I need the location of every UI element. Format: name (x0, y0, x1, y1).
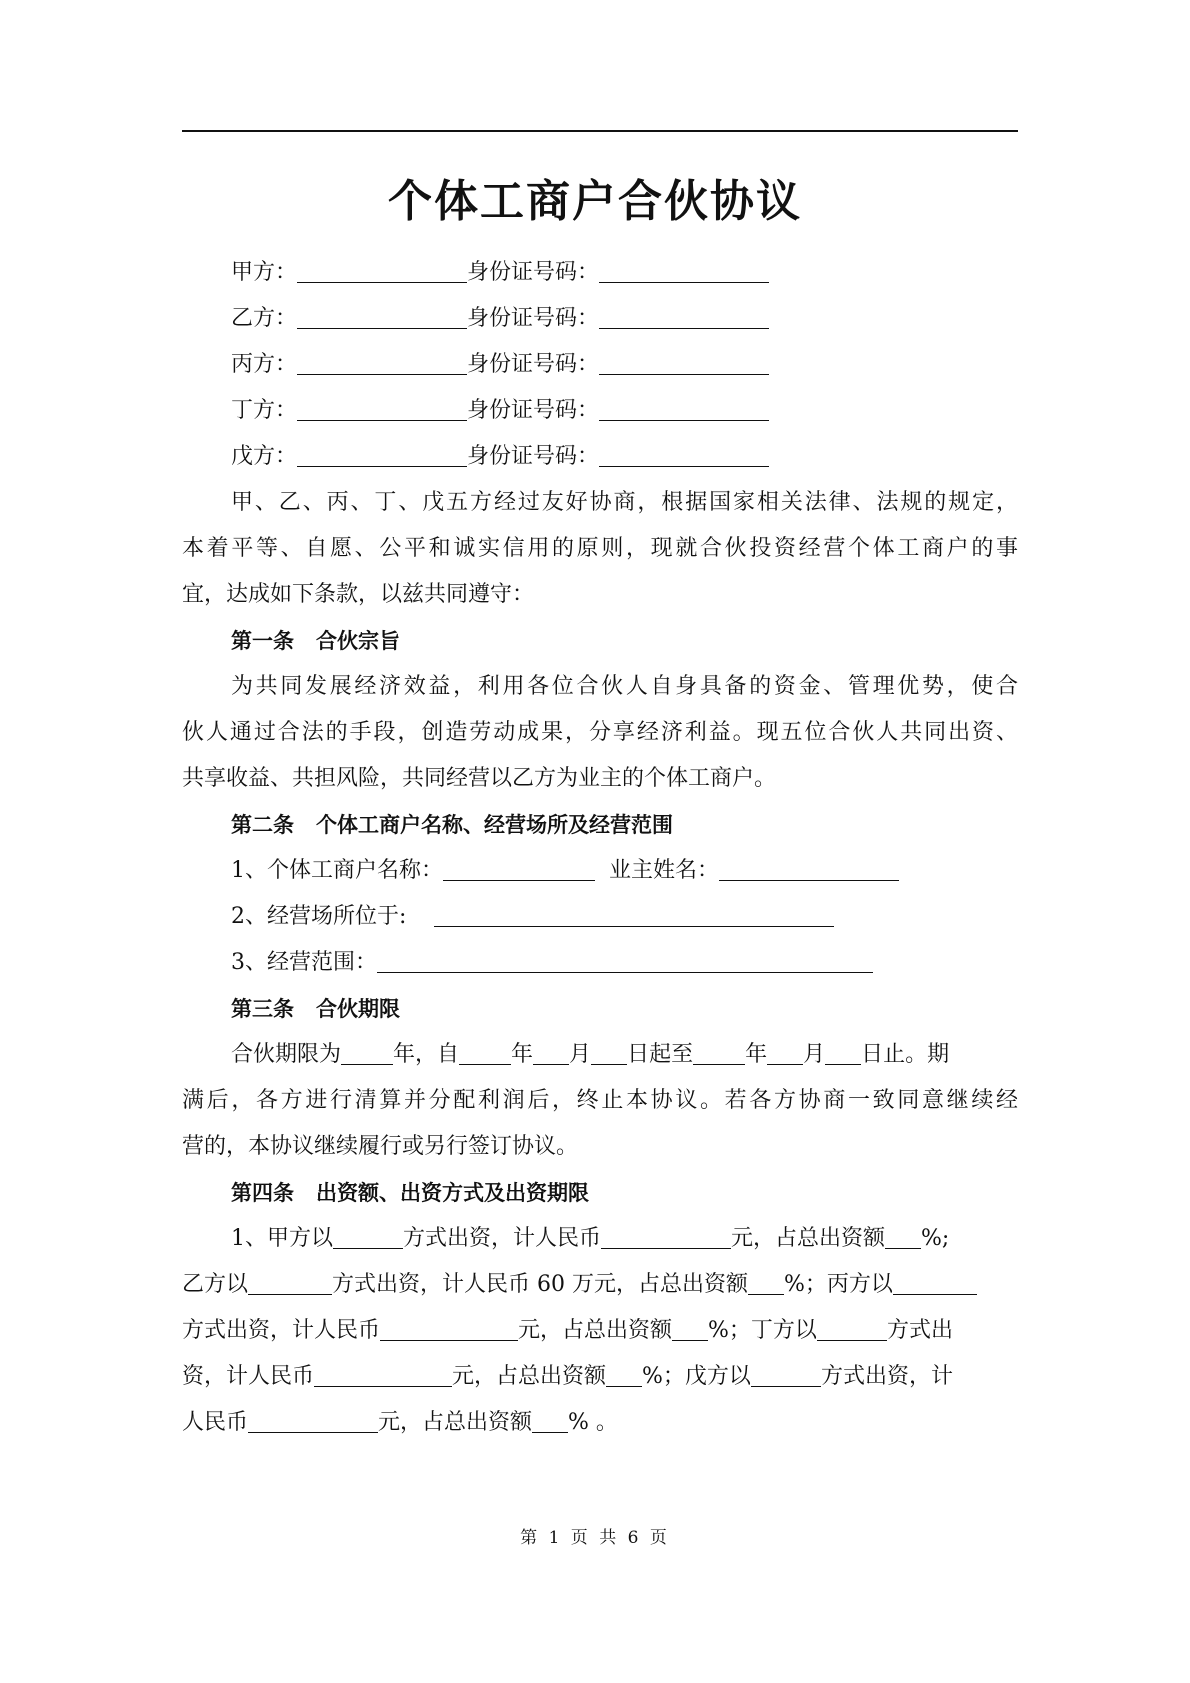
business-name-blank[interactable] (443, 856, 595, 881)
party-row (231, 304, 769, 334)
term-text: 月 (569, 1042, 592, 1067)
id-number-blank[interactable] (599, 350, 769, 375)
business-name-label: 1、个体工商户名称： (231, 858, 443, 883)
document-title: 个体工商户合伙协议 (388, 176, 802, 227)
business-name-row (231, 856, 899, 886)
business-scope-label: 3、经营范围： (231, 950, 377, 975)
article-line: 满后，各方进行清算并分配利润后，终止本协议。若各方协商一致同意继续经 (182, 1088, 1018, 1113)
contribution-text: 元，占总出资额 (452, 1364, 607, 1389)
party-name-blank[interactable] (297, 304, 467, 329)
contribution-text: 方式出资，计人民币 (403, 1226, 602, 1251)
article-heading (231, 626, 400, 656)
contribution-row (182, 1408, 618, 1438)
owner-name-blank[interactable] (719, 856, 899, 881)
party-row (231, 442, 769, 472)
id-label: 身份证号码： (467, 352, 600, 377)
term-row (231, 1040, 949, 1070)
article-line: 为共同发展经济效益，利用各位合伙人自身具备的资金、管理优势，使合 (231, 674, 1018, 699)
business-location-row (231, 902, 834, 932)
id-label: 身份证号码： (467, 398, 600, 423)
contribution-text: 元，占总出资额 (518, 1318, 673, 1343)
contribution-text: 方式出资，计人民币 60 万元，占总出资额 (332, 1272, 748, 1297)
term-text: 年，自 (393, 1042, 460, 1067)
business-scope-row (231, 948, 873, 978)
contribution-text: 资，计人民币 (182, 1364, 315, 1389)
party-name: 丁方： (231, 398, 298, 423)
party-c-method-blank[interactable] (893, 1270, 977, 1295)
start-day-blank[interactable] (591, 1040, 627, 1065)
term-text: 年 (745, 1042, 768, 1067)
party-c-amount-blank[interactable] (380, 1316, 518, 1341)
contribution-text: %；丙方以 (784, 1272, 893, 1297)
intro-line: 本着平等、自愿、公平和诚实信用的原则，现就合伙投资经营个体工商户的事 (182, 536, 1018, 561)
party-a-amount-blank[interactable] (601, 1224, 731, 1249)
party-d-amount-blank[interactable] (314, 1362, 452, 1387)
party-name: 丙方： (231, 352, 298, 377)
contribution-text: %；丁方以 (708, 1318, 817, 1343)
party-a-method-blank[interactable] (333, 1224, 403, 1249)
party-name-blank[interactable] (297, 258, 467, 283)
end-year-blank[interactable] (693, 1040, 745, 1065)
contribution-text: %；戊方以 (642, 1364, 751, 1389)
start-year-blank[interactable] (459, 1040, 511, 1065)
owner-name-label: 业主姓名： (609, 858, 720, 883)
contribution-text: % 。 (568, 1410, 618, 1435)
article-number: 第三条 (231, 997, 294, 1021)
article-number: 第一条 (231, 629, 294, 653)
footer-text: 页 (649, 1528, 670, 1548)
article-line: 营的，本协议继续履行或另行签订协议。 (182, 1134, 579, 1159)
id-label: 身份证号码： (467, 444, 600, 469)
total-page-count: 6 (627, 1528, 642, 1548)
intro-line: 甲、乙、丙、丁、戊五方经过友好协商，根据国家相关法律、法规的规定， (231, 490, 1018, 515)
id-number-blank[interactable] (599, 442, 769, 467)
contribution-text: 元，占总出资额 (378, 1410, 533, 1435)
id-label: 身份证号码： (467, 306, 600, 331)
party-b-percent-blank[interactable] (748, 1270, 784, 1295)
article-title: 出资额、出资方式及出资期限 (316, 1181, 589, 1205)
id-number-blank[interactable] (599, 258, 769, 283)
contribution-row (182, 1362, 953, 1392)
business-scope-blank[interactable] (377, 948, 873, 973)
contribution-text: 方式出资，计 (820, 1364, 953, 1389)
header-rule (182, 130, 1018, 132)
party-name-blank[interactable] (297, 442, 467, 467)
party-name: 甲方： (231, 260, 298, 285)
id-number-blank[interactable] (599, 396, 769, 421)
article-heading (231, 1178, 589, 1208)
contribution-row (231, 1224, 949, 1254)
party-d-percent-blank[interactable] (606, 1362, 642, 1387)
article-heading (231, 810, 673, 840)
contribution-row (182, 1270, 977, 1300)
contribution-text: 人民币 (182, 1410, 249, 1435)
party-row (231, 350, 769, 380)
party-name-blank[interactable] (297, 396, 467, 421)
party-a-percent-blank[interactable] (885, 1224, 921, 1249)
party-e-method-blank[interactable] (751, 1362, 821, 1387)
contribution-text: 方式出 (886, 1318, 953, 1343)
end-month-blank[interactable] (767, 1040, 803, 1065)
article-line: 共享收益、共担风险，共同经营以乙方为业主的个体工商户。 (182, 766, 777, 791)
current-page-number: 1 (548, 1528, 563, 1548)
business-location-label: 2、经营场所位于: (231, 904, 407, 929)
contribution-text: 1、甲方以 (231, 1226, 333, 1251)
business-location-blank[interactable] (434, 902, 834, 927)
page-footer (0, 1526, 1190, 1550)
party-d-method-blank[interactable] (817, 1316, 887, 1341)
article-line: 伙人通过合法的手段，创造劳动成果，分享经济利益。现五位合伙人共同出资、 (182, 720, 1018, 745)
id-label: 身份证号码： (467, 260, 600, 285)
party-b-method-blank[interactable] (248, 1270, 332, 1295)
term-years-blank[interactable] (341, 1040, 393, 1065)
party-e-amount-blank[interactable] (248, 1408, 378, 1433)
footer-text: 第 (520, 1528, 541, 1548)
contribution-text: 乙方以 (182, 1272, 249, 1297)
contribution-text: %; (921, 1226, 950, 1251)
contribution-row (182, 1316, 953, 1346)
party-name: 乙方： (231, 306, 298, 331)
article-heading (231, 994, 400, 1024)
article-title: 个体工商户名称、经营场所及经营范围 (316, 813, 673, 837)
party-row (231, 258, 769, 288)
term-text: 日起至 (627, 1042, 694, 1067)
party-e-percent-blank[interactable] (532, 1408, 568, 1433)
term-text: 合伙期限为 (231, 1042, 342, 1067)
article-number: 第二条 (231, 813, 294, 837)
term-text: 年 (511, 1042, 534, 1067)
start-month-blank[interactable] (533, 1040, 569, 1065)
intro-line: 宜，达成如下条款，以兹共同遵守： (182, 582, 535, 607)
article-title: 合伙期限 (316, 997, 400, 1021)
footer-text: 页 共 (570, 1528, 620, 1548)
contribution-text: 元，占总出资额 (731, 1226, 886, 1251)
party-row (231, 396, 769, 426)
term-text: 月 (803, 1042, 826, 1067)
party-c-percent-blank[interactable] (672, 1316, 708, 1341)
contribution-text: 方式出资，计人民币 (182, 1318, 381, 1343)
id-number-blank[interactable] (599, 304, 769, 329)
party-name-blank[interactable] (297, 350, 467, 375)
article-number: 第四条 (231, 1181, 294, 1205)
article-title: 合伙宗旨 (316, 629, 400, 653)
end-day-blank[interactable] (825, 1040, 861, 1065)
term-text: 日止。期 (861, 1042, 950, 1067)
party-name: 戊方： (231, 444, 298, 469)
